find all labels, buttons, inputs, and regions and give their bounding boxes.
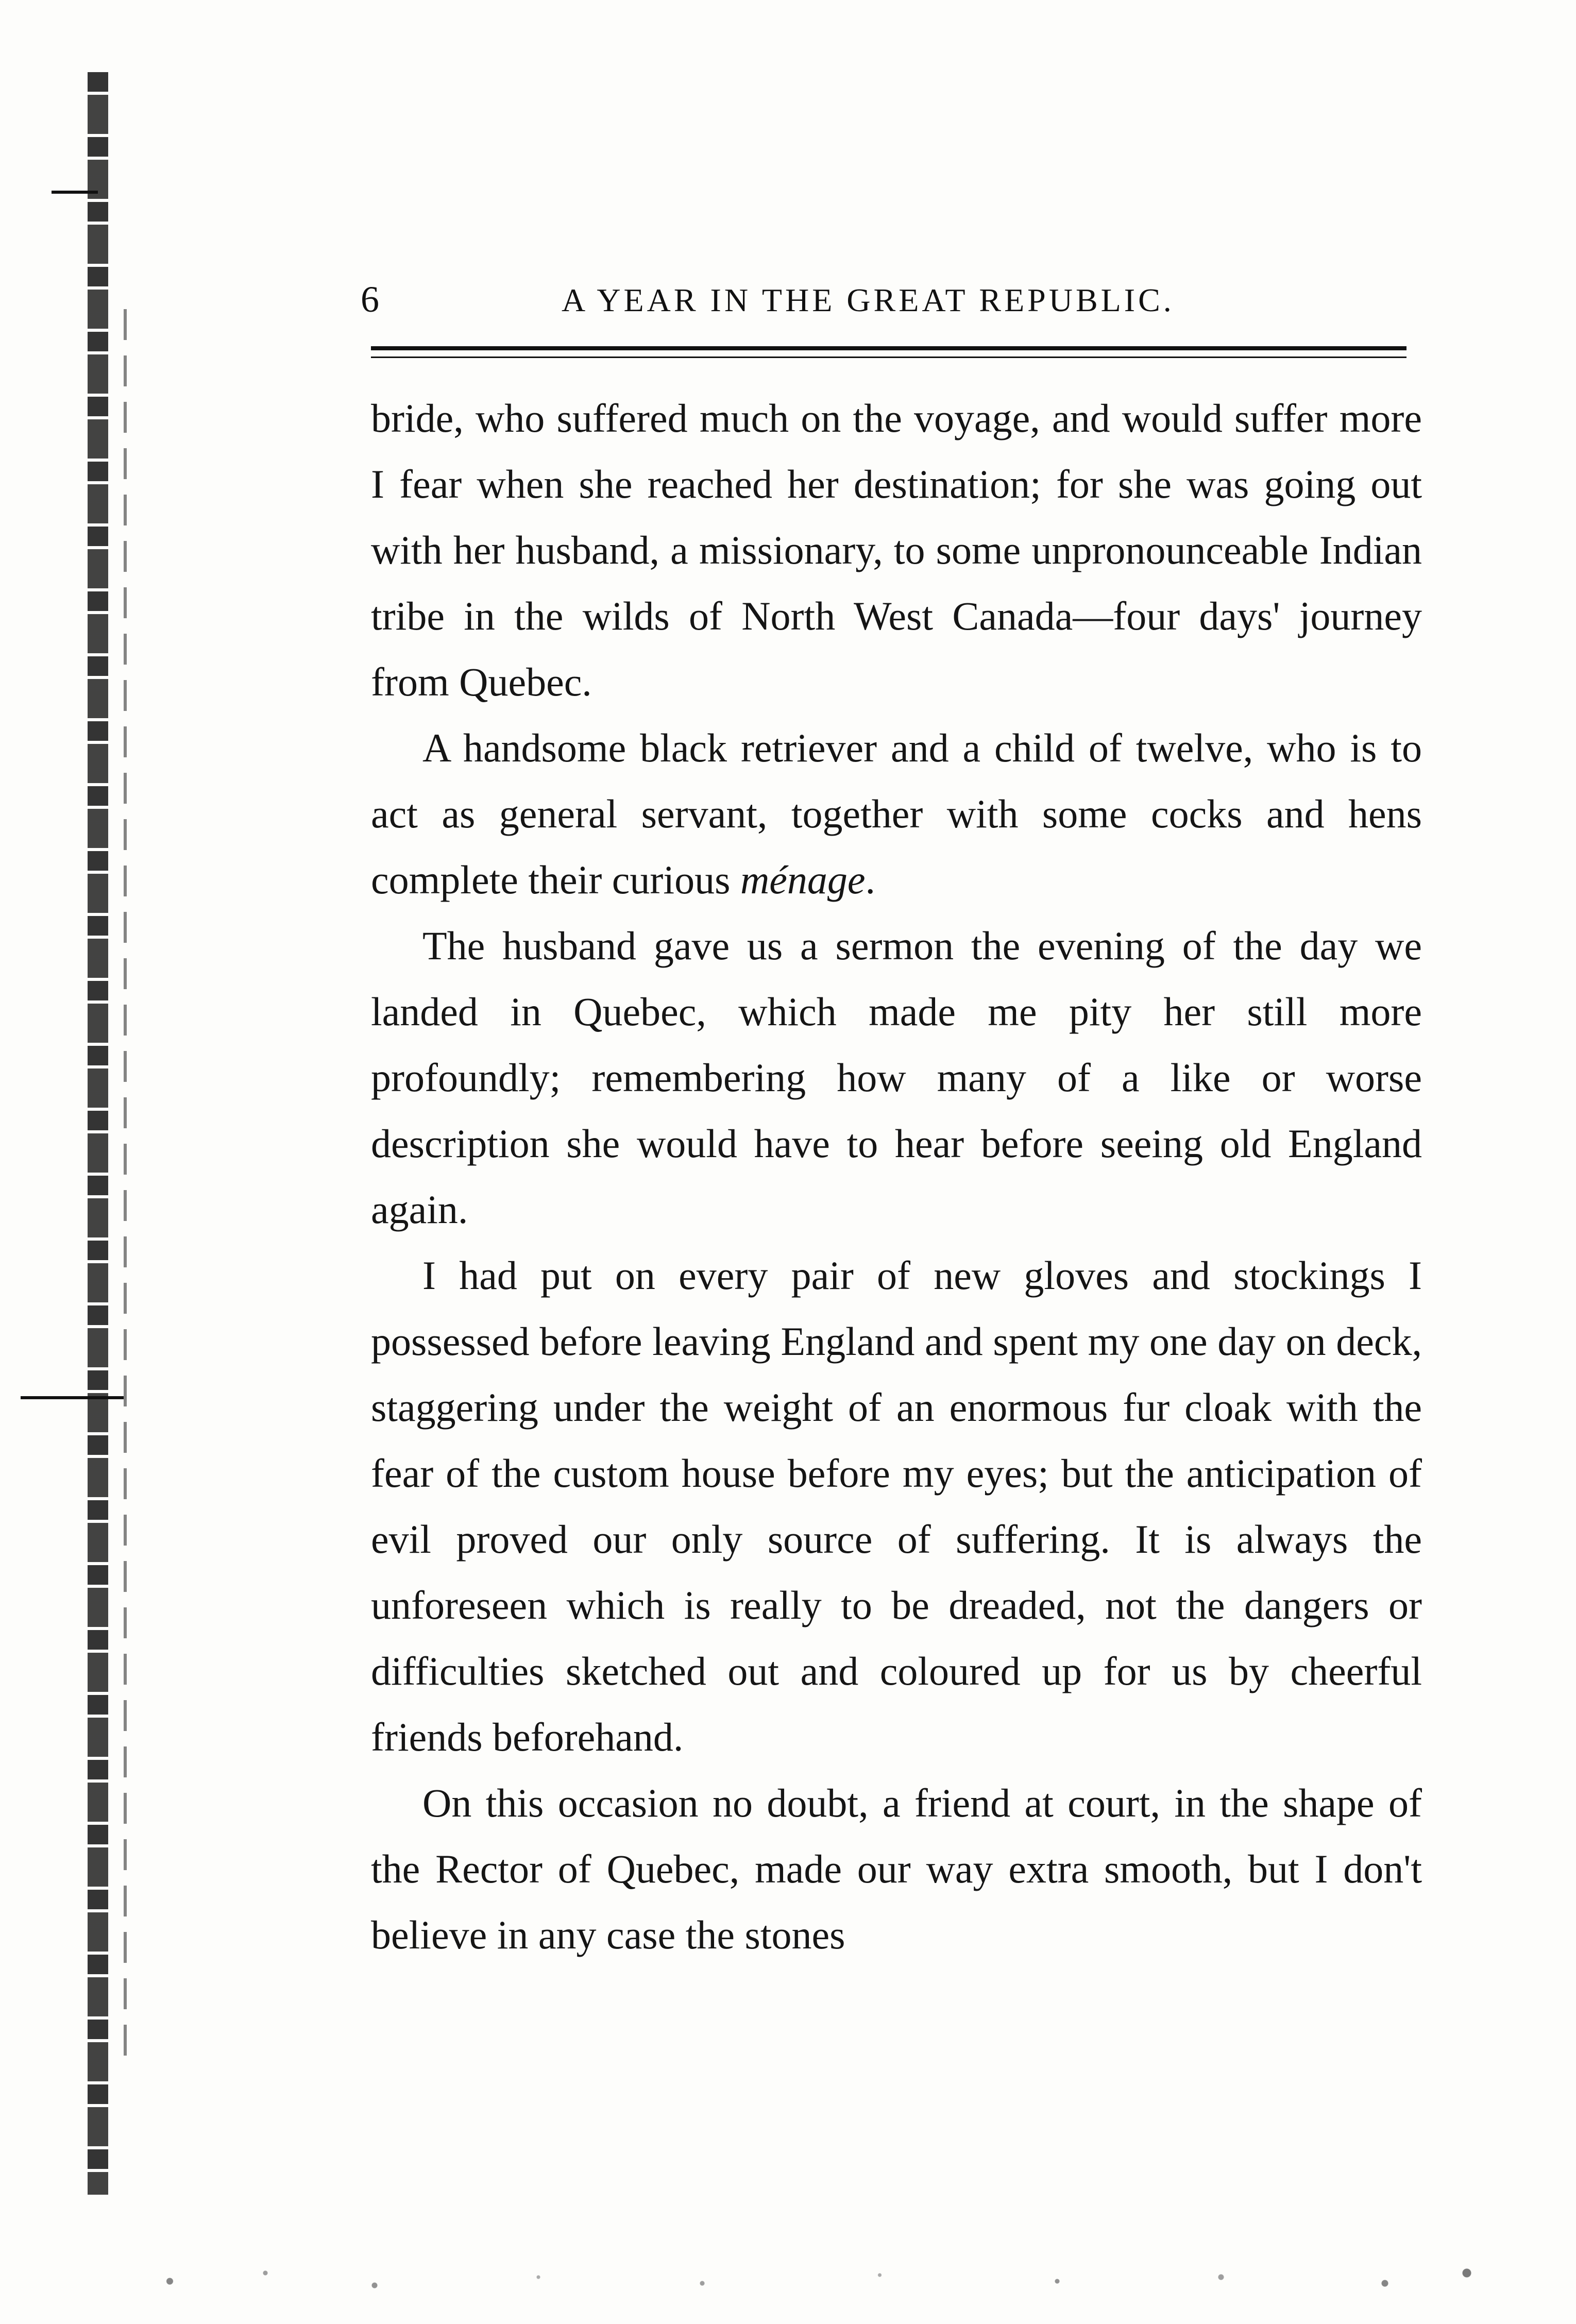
- binding-mark: [21, 1396, 124, 1399]
- header-rule-thin: [371, 357, 1406, 358]
- running-head: A YEAR IN THE GREAT REPUBLIC.: [562, 282, 1175, 318]
- body-text: [371, 385, 1422, 1968]
- binding-mark: [52, 191, 98, 194]
- paragraph-text: A handsome black retriever and a child of twelve, who is to act as general servant, together with some cocks and hens complete their curious: [371, 725, 1422, 902]
- binding-edge: [88, 72, 108, 2195]
- paragraph: The husband gave us a sermon the evening of the day we landed in Quebec, which made me pity her still more profoundly; remembering how many of a like or worse description she would have to hear before seeing old England again.: [371, 923, 1422, 1232]
- header-rule: [371, 346, 1406, 350]
- italic-word: ménage: [740, 857, 866, 902]
- page-header: [361, 278, 1412, 335]
- binding-shadow: [124, 309, 127, 2061]
- paragraph: [371, 715, 1422, 913]
- paragraph-text: .: [865, 857, 876, 902]
- paragraph: I had put on every pair of new gloves and stockings I possessed before leaving England and spent my one day on deck, staggering under the weight of an enormous fur cloak with the fear of the custom house before my eyes; but the anticipation of evil proved our only source of suffering. It is always the unforeseen which is really to be dreaded, not the dangers or difficulties sketched out and coloured up for us by cheerful friends beforehand.: [371, 1253, 1422, 1759]
- paragraph: bride, who suffered much on the voyage, and would suffer more I fear when she reached her destination; for she was going out with her husband, a missionary, to some unpronounceable Indian tribe in the wilds of North West Canada—four days' journey from Quebec.: [371, 396, 1422, 704]
- paragraph: On this occasion no doubt, a friend at court, in the shape of the Rector of Quebec, made our way extra smooth, but I don't believe in any case the stones: [371, 1780, 1422, 1957]
- page-number: 6: [361, 279, 380, 320]
- scan-noise: [129, 2257, 1494, 2298]
